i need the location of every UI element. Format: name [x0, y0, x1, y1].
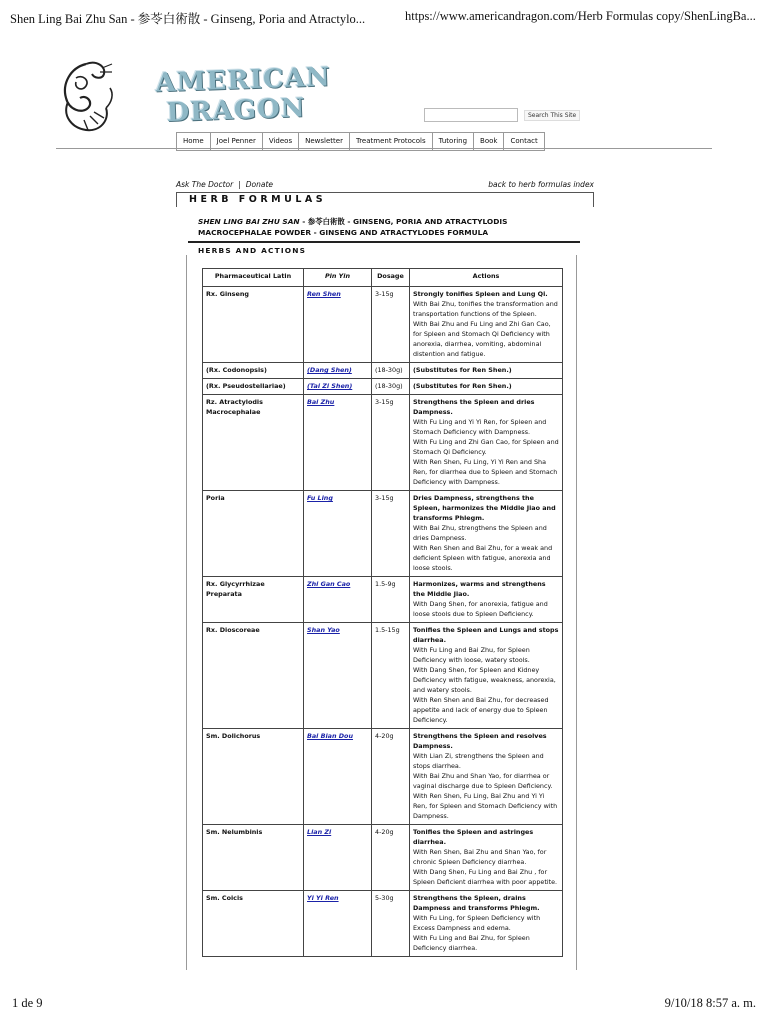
site-logo-text[interactable]	[154, 62, 332, 129]
herb-latin-name: Rx. Glycyrrhizae Preparata	[203, 577, 304, 623]
herb-dosage: 3-15g	[372, 491, 410, 577]
herb-actions-cell	[410, 491, 563, 577]
logo-line-1: AMERICAN	[154, 62, 332, 99]
herb-action-body: With Fu Ling and Yi Yi Ren, for Spleen and Stomach Deficiency with Dampness. With Fu Ling and Zhi Gan Cao, for Spleen and Stomach Qi Deficiency. With Ren Shen, Fu Ling, Yi Yi Ren and Sha Ren, for diarrhea due to Spleen and Stomach Deficiency with Dampness.	[413, 418, 559, 486]
content-frame-left	[186, 255, 187, 970]
herb-action-body: With Dang Shen, for anorexia, fatigue and loose stools due to Spleen Deficiency.	[413, 600, 548, 618]
table-row	[203, 363, 563, 379]
formula-pinyin-name: SHEN LING BAI ZHU SAN	[198, 217, 300, 226]
print-page-url: https://www.americandragon.com/Herb Formulas copy/ShenLingBa...	[405, 9, 756, 23]
herb-latin-name: (Rx. Pseudostellariae)	[203, 379, 304, 395]
herb-action-lead: (Substitutes for Ren Shen.)	[413, 366, 512, 374]
table-row	[203, 287, 563, 363]
herb-pinyin-cell	[304, 363, 372, 379]
column-header-actions: Actions	[410, 269, 563, 287]
herb-action-body: With Fu Ling, for Spleen Deficiency with Excess Dampness and edema. With Fu Ling and Bai Zhu, for Spleen Deficiency diarrhea.	[413, 914, 541, 952]
link-separator: |	[238, 180, 241, 189]
herb-latin-name: Sm. Nelumbinis	[203, 825, 304, 891]
print-header	[0, 0, 768, 36]
herb-dosage: 4-20g	[372, 825, 410, 891]
section-header	[176, 192, 594, 207]
logo-line-2: DRAGON	[166, 93, 306, 129]
formula-title	[198, 217, 578, 238]
herb-pinyin-cell	[304, 287, 372, 363]
herb-actions-cell	[410, 363, 563, 379]
herb-dosage: 3-15g	[372, 395, 410, 491]
herb-action-lead: Dries Dampness, strengthens the Spleen, harmonizes the Middle Jiao and transforms Phlegm.	[413, 494, 556, 522]
column-header-dosage: Dosage	[372, 269, 410, 287]
herb-pinyin-link[interactable]: Bai Bian Dou	[307, 732, 353, 740]
print-footer	[0, 990, 768, 1024]
print-page-number: 1 de 9	[12, 996, 43, 1010]
print-datetime: 9/10/18 8:57 a. m.	[664, 996, 756, 1010]
nav-item-joel-penner[interactable]: Joel Penner	[210, 133, 262, 150]
herb-action-body: With Bai Zhu, strengthens the Spleen and dries Dampness. With Ren Shen and Bai Zhu, for a weak and deficient Spleen with fatigue, anorexia and loose stools.	[413, 524, 553, 572]
herb-pinyin-link[interactable]: Ren Shen	[307, 290, 341, 298]
nav-item-treatment-protocols[interactable]: Treatment Protocols	[349, 133, 432, 150]
herb-action-body: With Ren Shen, Bai Zhu and Shan Yao, for chronic Spleen Deficiency diarrhea. With Dang Shen, Fu Ling and Bai Zhu , for Spleen Deficient diarrhea with poor appetite.	[413, 848, 558, 886]
herb-pinyin-link[interactable]: Zhi Gan Cao	[307, 580, 351, 588]
table-row	[203, 729, 563, 825]
herb-dosage: 4-20g	[372, 729, 410, 825]
herb-pinyin-link[interactable]: Fu Ling	[307, 494, 333, 502]
herb-actions-cell	[410, 287, 563, 363]
herb-actions-cell	[410, 395, 563, 491]
herb-actions-cell	[410, 729, 563, 825]
herb-dosage: (18-30g)	[372, 363, 410, 379]
top-links	[176, 178, 594, 190]
table-row	[203, 825, 563, 891]
herb-latin-name: (Rx. Codonopsis)	[203, 363, 304, 379]
herb-action-body: With Lian Zi, strengthens the Spleen and stops diarrhea. With Bai Zhu and Shan Yao, for diarrhea or vaginal discharge due to Spleen Deficiency. With Ren Shen, Fu Ling, Bai Zhu and Yi Yi Ren, for Spleen and Stomach Deficiency with Dampness.	[413, 752, 558, 820]
nav-item-book[interactable]: Book	[473, 133, 503, 150]
herb-dosage: 3-15g	[372, 287, 410, 363]
herb-latin-name: Sm. Coicis	[203, 891, 304, 957]
herb-pinyin-link[interactable]: (Tai Zi Shen)	[307, 382, 353, 390]
herb-pinyin-link[interactable]: (Dang Shen)	[307, 366, 352, 374]
table-row	[203, 379, 563, 395]
herb-action-lead: Strengthens the Spleen and dries Dampness.	[413, 398, 535, 416]
herb-pinyin-link[interactable]: Yi Yi Ren	[307, 894, 339, 902]
herb-action-body: With Bai Zhu, tonifies the transformation and transportation functions of the Spleen. With Bai Zhu and Fu Ling and Zhi Gan Cao, for Spleen and Stomach Qi Deficiency with anorexia, diarrhea, vomiting, abdominal distention and fatigue.	[413, 300, 558, 358]
ask-the-doctor-link[interactable]: Ask The Doctor	[176, 180, 234, 189]
nav-item-newsletter[interactable]: Newsletter	[298, 133, 349, 150]
herb-pinyin-cell	[304, 623, 372, 729]
herb-action-lead: Strengthens the Spleen, drains Dampness and transforms Phlegm.	[413, 894, 540, 912]
section-title: HERB FORMULAS	[189, 194, 327, 205]
herb-pinyin-cell	[304, 729, 372, 825]
herb-action-lead: Tonifies the Spleen and astringes diarrhea.	[413, 828, 534, 846]
herb-pinyin-link[interactable]: Shan Yao	[307, 626, 340, 634]
table-row	[203, 623, 563, 729]
back-to-index-link[interactable]: back to herb formulas index	[488, 180, 594, 189]
herb-dosage: 1.5-9g	[372, 577, 410, 623]
herb-pinyin-cell	[304, 577, 372, 623]
herb-pinyin-link[interactable]: Bai Zhu	[307, 398, 335, 406]
herb-latin-name: Sm. Dolichorus	[203, 729, 304, 825]
herb-actions-cell	[410, 577, 563, 623]
herb-action-body: With Fu Ling and Bai Zhu, for Spleen Deficiency with loose, watery stools. With Dang Shen, for Spleen and Kidney Deficiency with fatigue, weakness, anorexia, and watery stools. With Ren Shen and Bai Zhu, for decreased appetite and lack of energy due to Spleen Deficiency.	[413, 646, 556, 724]
herb-latin-name: Rz. Atractylodis Macrocephalae	[203, 395, 304, 491]
herb-action-lead: (Substitutes for Ren Shen.)	[413, 382, 512, 390]
herbs-actions-heading: HERBS AND ACTIONS	[198, 246, 307, 255]
herb-dosage: 5-30g	[372, 891, 410, 957]
nav-item-tutoring[interactable]: Tutoring	[432, 133, 473, 150]
herb-pinyin-link[interactable]: Lian Zi	[307, 828, 332, 836]
nav-item-home[interactable]: Home	[176, 133, 210, 150]
herb-latin-name: Rx. Dioscoreae	[203, 623, 304, 729]
herb-dosage: (18-30g)	[372, 379, 410, 395]
herb-latin-name: Poria	[203, 491, 304, 577]
title-rule	[188, 241, 580, 243]
nav-item-contact[interactable]: Contact	[503, 133, 544, 150]
site-header	[56, 56, 712, 152]
site-search-input[interactable]	[424, 108, 518, 122]
herb-action-lead: Harmonizes, warms and strengthens the Middle Jiao.	[413, 580, 546, 598]
table-header-row	[203, 269, 563, 287]
formula-full-name: - 参苓白術散 - GINSENG, PORIA AND ATRACTYLODIS MACROCEPHALAE POWDER - GINSENG AND ATRACTYLODES FORMULA	[198, 217, 508, 237]
herb-actions-cell	[410, 623, 563, 729]
table-row	[203, 577, 563, 623]
herb-actions-cell	[410, 825, 563, 891]
herb-action-lead: Strongly tonifies Spleen and Lung Qi.	[413, 290, 548, 298]
column-header-latin: Pharmaceutical Latin	[203, 269, 304, 287]
herb-action-lead: Strengthens the Spleen and resolves Dampness.	[413, 732, 547, 750]
herb-latin-name: Rx. Ginseng	[203, 287, 304, 363]
main-nav	[176, 132, 545, 151]
herbs-table	[202, 268, 563, 957]
table-row	[203, 891, 563, 957]
herb-dosage: 1.5-15g	[372, 623, 410, 729]
herb-pinyin-cell	[304, 379, 372, 395]
herb-actions-cell	[410, 891, 563, 957]
table-row	[203, 491, 563, 577]
herb-pinyin-cell	[304, 395, 372, 491]
search-site-button[interactable]: Search This Site	[524, 110, 580, 121]
herb-action-lead: Tonifies the Spleen and Lungs and stops diarrhea.	[413, 626, 559, 644]
herb-pinyin-cell	[304, 825, 372, 891]
nav-item-videos[interactable]: Videos	[262, 133, 298, 150]
main-content	[176, 178, 594, 952]
content-frame-right	[576, 255, 577, 970]
herb-pinyin-cell	[304, 891, 372, 957]
dragon-logo-icon[interactable]	[56, 58, 116, 138]
column-header-pinyin: Pin Yin	[304, 269, 372, 287]
table-row	[203, 395, 563, 491]
print-page-title: Shen Ling Bai Zhu San - 参苓白術散 - Ginseng, Poria and Atractylo...	[10, 12, 366, 26]
herb-actions-cell	[410, 379, 563, 395]
herb-pinyin-cell	[304, 491, 372, 577]
donate-link[interactable]: Donate	[245, 180, 274, 189]
